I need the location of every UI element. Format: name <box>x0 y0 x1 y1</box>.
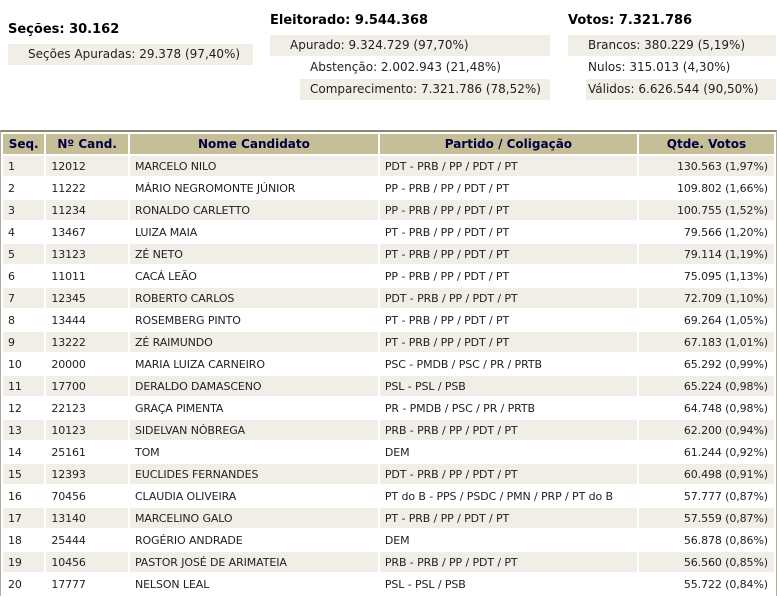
cell-votos: 79.114 (1,19%) <box>639 244 774 264</box>
cell-votos: 60.498 (0,91%) <box>639 464 774 484</box>
cell-seq: 14 <box>3 442 44 462</box>
electorate-counted-stat: Apurado: 9.324.729 (97,70%) <box>270 35 550 56</box>
cell-partido: PT - PRB / PP / PDT / PT <box>380 332 637 352</box>
cell-votos: 56.878 (0,86%) <box>639 530 774 550</box>
cell-numero: 12345 <box>46 288 128 308</box>
cell-votos: 56.560 (0,85%) <box>639 552 774 572</box>
cell-partido: PT - PRB / PP / PDT / PT <box>380 222 637 242</box>
cell-nome: CLAUDIA OLIVEIRA <box>130 486 378 506</box>
cell-numero: 13123 <box>46 244 128 264</box>
cell-partido: PT - PRB / PP / PDT / PT <box>380 508 637 528</box>
header-numero: Nº Cand. <box>46 134 128 154</box>
electorate-title: Eleitorado: 9.544.368 <box>270 13 429 28</box>
cell-numero: 20000 <box>46 354 128 374</box>
table-row <box>3 530 774 550</box>
cell-votos: 65.292 (0,99%) <box>639 354 774 374</box>
results-table-container <box>0 130 777 596</box>
abstention-stat: Abstenção: 2.002.943 (21,48%) <box>310 60 501 74</box>
table-row <box>3 486 774 506</box>
cell-nome: ZÉ NETO <box>130 244 378 264</box>
cell-partido: PDT - PRB / PP / PDT / PT <box>380 464 637 484</box>
cell-seq: 13 <box>3 420 44 440</box>
cell-numero: 10456 <box>46 552 128 572</box>
votes-title: Votos: 7.321.786 <box>568 13 693 28</box>
table-row <box>3 508 774 528</box>
table-row <box>3 244 774 264</box>
cell-nome: ROSEMBERG PINTO <box>130 310 378 330</box>
cell-numero: 10123 <box>46 420 128 440</box>
cell-votos: 57.559 (0,87%) <box>639 508 774 528</box>
cell-numero: 70456 <box>46 486 128 506</box>
table-row <box>3 332 774 352</box>
cell-numero: 13222 <box>46 332 128 352</box>
cell-numero: 17700 <box>46 376 128 396</box>
cell-partido: PP - PRB / PP / PDT / PT <box>380 200 637 220</box>
cell-nome: PASTOR JOSÉ DE ARIMATEIA <box>130 552 378 572</box>
cell-seq: 11 <box>3 376 44 396</box>
table-row <box>3 222 774 242</box>
cell-seq: 4 <box>3 222 44 242</box>
sections-block <box>8 22 253 66</box>
cell-seq: 2 <box>3 178 44 198</box>
table-row <box>3 156 774 176</box>
cell-numero: 17777 <box>46 574 128 594</box>
cell-nome: ZÉ RAIMUNDO <box>130 332 378 352</box>
table-row <box>3 376 774 396</box>
cell-nome: CACÁ LEÃO <box>130 266 378 286</box>
cell-nome: NELSON LEAL <box>130 574 378 594</box>
cell-seq: 6 <box>3 266 44 286</box>
cell-nome: MÁRIO NEGROMONTE JÚNIOR <box>130 178 378 198</box>
cell-seq: 10 <box>3 354 44 374</box>
cell-seq: 20 <box>3 574 44 594</box>
cell-numero: 12393 <box>46 464 128 484</box>
cell-nome: EUCLIDES FERNANDES <box>130 464 378 484</box>
cell-partido: PRB - PRB / PP / PDT / PT <box>380 420 637 440</box>
cell-votos: 79.566 (1,20%) <box>639 222 774 242</box>
valid-votes-stat: Válidos: 6.626.544 (90,50%) <box>586 79 776 100</box>
cell-nome: RONALDO CARLETTO <box>130 200 378 220</box>
cell-partido: PR - PMDB / PSC / PR / PRTB <box>380 398 637 418</box>
table-row <box>3 398 774 418</box>
cell-numero: 12012 <box>46 156 128 176</box>
votes-block <box>568 13 776 101</box>
summary-panel <box>0 0 777 130</box>
cell-seq: 19 <box>3 552 44 572</box>
cell-seq: 3 <box>3 200 44 220</box>
cell-numero: 13444 <box>46 310 128 330</box>
cell-seq: 16 <box>3 486 44 506</box>
cell-partido: PSL - PSL / PSB <box>380 574 637 594</box>
cell-nome: LUIZA MAIA <box>130 222 378 242</box>
cell-seq: 9 <box>3 332 44 352</box>
cell-nome: SIDELVAN NÓBREGA <box>130 420 378 440</box>
cell-partido: PSL - PSL / PSB <box>380 376 637 396</box>
cell-votos: 130.563 (1,97%) <box>639 156 774 176</box>
table-row <box>3 288 774 308</box>
cell-votos: 69.264 (1,05%) <box>639 310 774 330</box>
cell-votos: 57.777 (0,87%) <box>639 486 774 506</box>
cell-votos: 67.183 (1,01%) <box>639 332 774 352</box>
cell-partido: PSC - PMDB / PSC / PR / PRTB <box>380 354 637 374</box>
cell-numero: 13467 <box>46 222 128 242</box>
null-votes-stat: Nulos: 315.013 (4,30%) <box>588 60 731 74</box>
cell-votos: 61.244 (0,92%) <box>639 442 774 462</box>
cell-seq: 8 <box>3 310 44 330</box>
cell-partido: PT - PRB / PP / PDT / PT <box>380 244 637 264</box>
table-row <box>3 420 774 440</box>
table-row <box>3 200 774 220</box>
candidates-results-table <box>1 132 776 596</box>
cell-votos: 75.095 (1,13%) <box>639 266 774 286</box>
cell-seq: 1 <box>3 156 44 176</box>
cell-votos: 62.200 (0,94%) <box>639 420 774 440</box>
cell-numero: 11222 <box>46 178 128 198</box>
table-row <box>3 310 774 330</box>
cell-nome: DERALDO DAMASCENO <box>130 376 378 396</box>
cell-seq: 15 <box>3 464 44 484</box>
cell-nome: ROGÉRIO ANDRADE <box>130 530 378 550</box>
cell-numero: 25161 <box>46 442 128 462</box>
cell-numero: 25444 <box>46 530 128 550</box>
cell-partido: PDT - PRB / PP / PDT / PT <box>380 288 637 308</box>
cell-nome: GRAÇA PIMENTA <box>130 398 378 418</box>
table-row <box>3 574 774 594</box>
electorate-block <box>270 13 550 101</box>
cell-seq: 7 <box>3 288 44 308</box>
cell-votos: 72.709 (1,10%) <box>639 288 774 308</box>
sections-title: Seções: 30.162 <box>8 22 120 37</box>
cell-seq: 5 <box>3 244 44 264</box>
cell-partido: PRB - PRB / PP / PDT / PT <box>380 552 637 572</box>
table-header-row <box>3 134 774 154</box>
header-seq: Seq. <box>3 134 44 154</box>
cell-nome: ROBERTO CARLOS <box>130 288 378 308</box>
cell-partido: PP - PRB / PP / PDT / PT <box>380 266 637 286</box>
table-body <box>3 156 774 594</box>
cell-votos: 64.748 (0,98%) <box>639 398 774 418</box>
cell-seq: 18 <box>3 530 44 550</box>
header-nome: Nome Candidato <box>130 134 378 154</box>
cell-votos: 109.802 (1,66%) <box>639 178 774 198</box>
table-row <box>3 552 774 572</box>
cell-votos: 55.722 (0,84%) <box>639 574 774 594</box>
header-partido: Partido / Coligação <box>380 134 637 154</box>
table-row <box>3 442 774 462</box>
cell-votos: 65.224 (0,98%) <box>639 376 774 396</box>
cell-nome: MARCELINO GALO <box>130 508 378 528</box>
turnout-stat: Comparecimento: 7.321.786 (78,52%) <box>300 79 550 100</box>
table-row <box>3 464 774 484</box>
table-row <box>3 354 774 374</box>
cell-nome: TOM <box>130 442 378 462</box>
cell-partido: PT do B - PPS / PSDC / PMN / PRP / PT do B <box>380 486 637 506</box>
header-votos: Qtde. Votos <box>639 134 774 154</box>
cell-votos: 100.755 (1,52%) <box>639 200 774 220</box>
table-row <box>3 178 774 198</box>
cell-seq: 12 <box>3 398 44 418</box>
cell-nome: MARCELO NILO <box>130 156 378 176</box>
cell-numero: 13140 <box>46 508 128 528</box>
cell-partido: PDT - PRB / PP / PDT / PT <box>380 156 637 176</box>
cell-partido: DEM <box>380 530 637 550</box>
cell-nome: MARIA LUIZA CARNEIRO <box>130 354 378 374</box>
cell-partido: PT - PRB / PP / PDT / PT <box>380 310 637 330</box>
sections-counted-stat: Seções Apuradas: 29.378 (97,40%) <box>8 44 253 65</box>
cell-numero: 11011 <box>46 266 128 286</box>
table-row <box>3 266 774 286</box>
cell-partido: PP - PRB / PP / PDT / PT <box>380 178 637 198</box>
blank-votes-stat: Brancos: 380.229 (5,19%) <box>568 35 776 56</box>
cell-numero: 22123 <box>46 398 128 418</box>
cell-numero: 11234 <box>46 200 128 220</box>
cell-partido: DEM <box>380 442 637 462</box>
cell-seq: 17 <box>3 508 44 528</box>
